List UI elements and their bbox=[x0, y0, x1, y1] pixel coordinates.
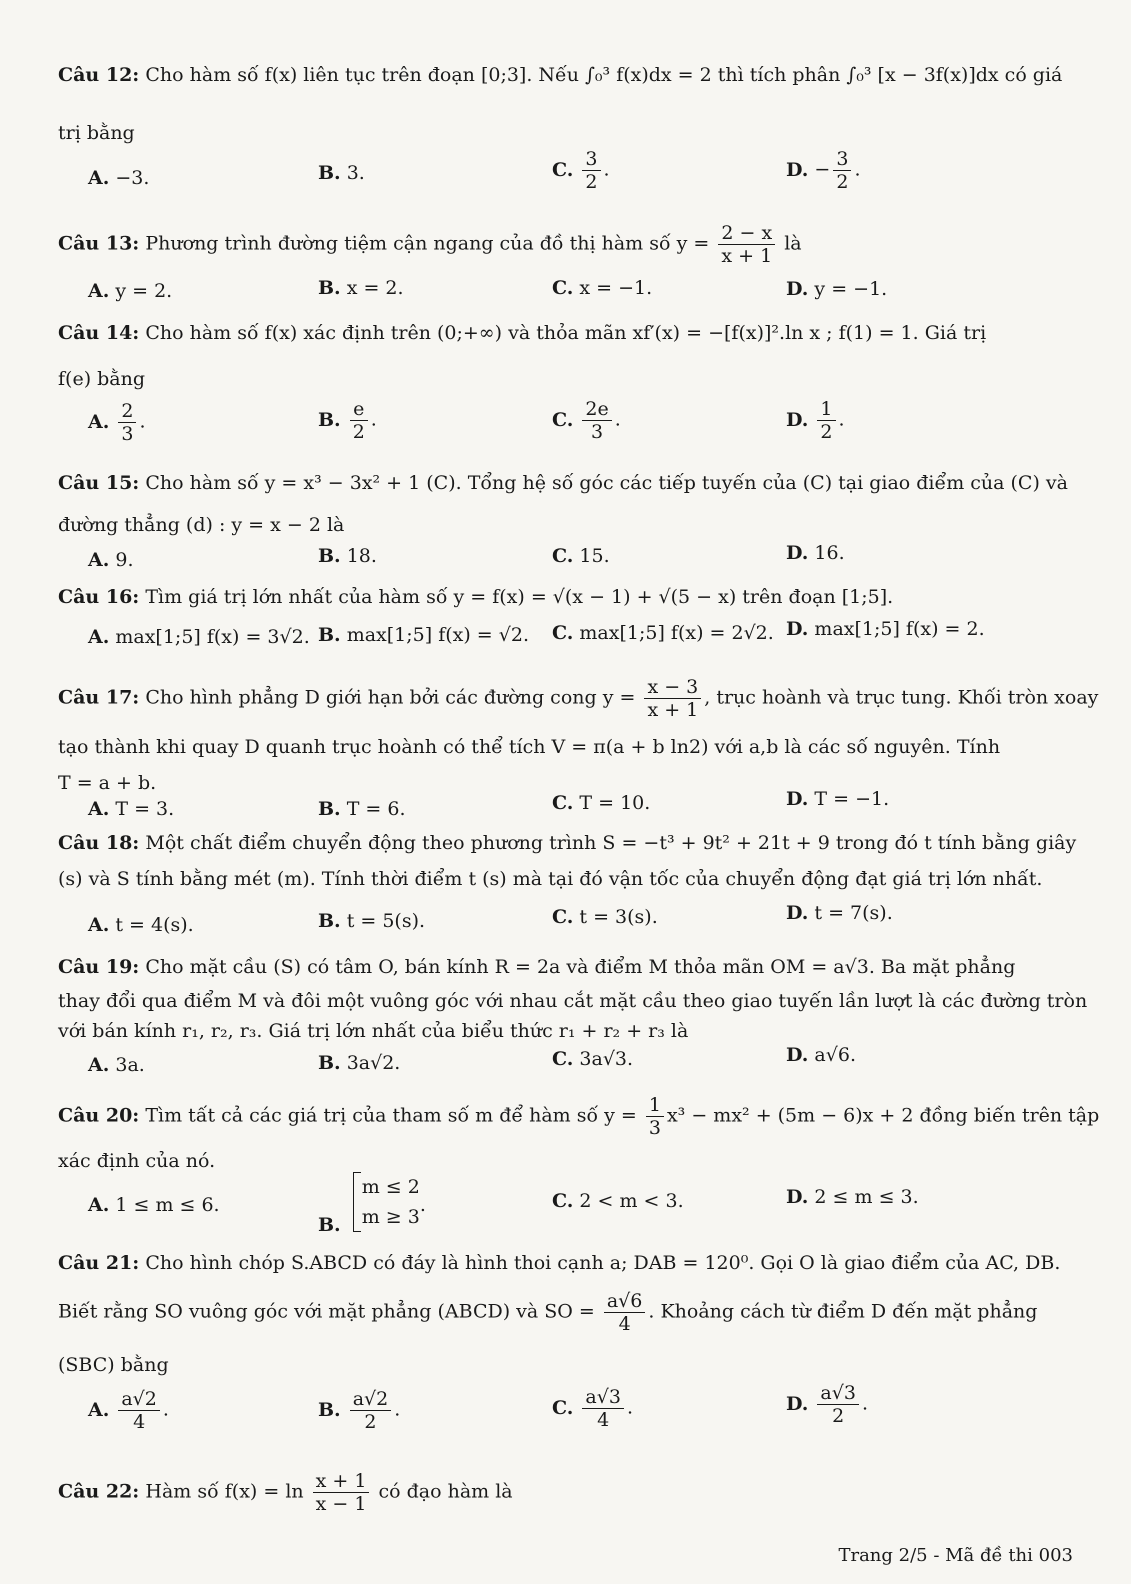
page-footer: Trang 2/5 - Mã đề thi 003 bbox=[838, 1545, 1073, 1566]
option-letter: C. bbox=[552, 158, 574, 181]
q19-option-d bbox=[786, 1042, 856, 1068]
option-letter: C. bbox=[552, 1396, 574, 1419]
system-top: m ≤ 2 bbox=[361, 1176, 420, 1198]
option-letter: B. bbox=[318, 1214, 341, 1236]
option-letter: B. bbox=[318, 910, 341, 932]
fraction bbox=[582, 398, 611, 443]
question-20-line-2: xác định của nó. bbox=[58, 1150, 216, 1172]
option-letter: A. bbox=[88, 1194, 110, 1216]
option-letter: B. bbox=[318, 277, 341, 299]
stem-text: Một chất điểm chuyển động theo phương trình S = −t³ + 9t² + 21t + 9 trong đó t tính bằng giây bbox=[145, 832, 1077, 854]
option-text: 2 ≤ m ≤ 3. bbox=[814, 1186, 919, 1208]
stem-text: có đạo hàm là bbox=[372, 1480, 513, 1503]
fraction bbox=[817, 1382, 859, 1427]
stem-text: Tìm tất cả các giá trị của tham số m để hàm số y = bbox=[145, 1104, 643, 1127]
fraction bbox=[350, 1388, 392, 1433]
q13-option-c bbox=[552, 275, 652, 301]
fraction bbox=[604, 1290, 646, 1335]
q13-option-a bbox=[88, 278, 172, 304]
fraction bbox=[718, 222, 775, 267]
option-letter: D. bbox=[786, 278, 809, 300]
q15-option-c bbox=[552, 543, 610, 569]
stem-text: Cho hàm số f(x) xác định trên (0;+∞) và thỏa mãn xf′(x) = −[f(x)]².ln x ; f(1) = 1. Giá trị bbox=[145, 322, 987, 344]
question-20-label: Câu 20: bbox=[58, 1104, 140, 1127]
option-text: t = 5(s). bbox=[346, 910, 426, 932]
q19-option-b bbox=[318, 1050, 400, 1076]
option-text: −3. bbox=[115, 167, 150, 189]
option-letter: D. bbox=[786, 408, 809, 431]
option-prefix: − bbox=[814, 158, 831, 181]
option-text: 2 < m < 3. bbox=[579, 1190, 684, 1212]
option-text: 18. bbox=[346, 545, 377, 567]
question-13-label: Câu 13: bbox=[58, 232, 140, 255]
option-text: y = 2. bbox=[115, 280, 173, 302]
q20-option-c bbox=[552, 1188, 684, 1214]
question-16-line-1 bbox=[58, 584, 893, 610]
denominator: 2 bbox=[836, 171, 849, 193]
numerator: a√2 bbox=[118, 1388, 160, 1411]
option-text: a√6. bbox=[814, 1044, 856, 1066]
stem-text: x³ − mx² + (5m − 6)x + 2 đồng biến trên tập bbox=[666, 1104, 1100, 1127]
stem-text: Cho hình chóp S.ABCD có đáy là hình thoi cạnh a; DAB = 120⁰. Gọi O là giao điểm của AC, DB. bbox=[145, 1252, 1061, 1274]
question-15-line-2: đường thẳng (d) : y = x − 2 là bbox=[58, 514, 345, 536]
q16-option-a bbox=[88, 624, 310, 650]
question-20-line-1 bbox=[58, 1094, 1099, 1139]
option-suffix: . bbox=[370, 408, 377, 431]
numerator: a√3 bbox=[582, 1386, 624, 1409]
numerator: a√6 bbox=[604, 1290, 646, 1313]
q18-option-a bbox=[88, 912, 194, 938]
question-19-line-1 bbox=[58, 954, 1015, 980]
fraction bbox=[350, 398, 368, 443]
stem-text: Cho hàm số y = x³ − 3x² + 1 (C). Tổng hệ số góc các tiếp tuyến của (C) tại giao điểm của (C) và bbox=[145, 472, 1068, 494]
option-text: 3a√3. bbox=[579, 1048, 634, 1070]
q20-option-b bbox=[318, 1172, 426, 1236]
numerator: x + 1 bbox=[313, 1470, 370, 1493]
option-text: 1 ≤ m ≤ 6. bbox=[115, 1194, 220, 1216]
question-14-label: Câu 14: bbox=[58, 322, 140, 344]
fraction bbox=[833, 148, 851, 193]
denominator: 3 bbox=[591, 421, 604, 443]
question-17-line-3: T = a + b. bbox=[58, 772, 157, 794]
q14-option-c bbox=[552, 398, 621, 443]
option-text: 16. bbox=[814, 542, 845, 564]
option-text: 3a. bbox=[115, 1054, 145, 1076]
q19-option-a bbox=[88, 1052, 145, 1078]
numerator: a√2 bbox=[350, 1388, 392, 1411]
q17-option-b bbox=[318, 796, 406, 822]
question-18-label: Câu 18: bbox=[58, 832, 140, 854]
option-system-bracket bbox=[353, 1172, 420, 1232]
question-21-line-2 bbox=[58, 1290, 1037, 1335]
question-19-line-3: với bán kính r₁, r₂, r₃. Giá trị lớn nhất của biểu thức r₁ + r₂ + r₃ là bbox=[58, 1020, 689, 1042]
option-letter: A. bbox=[88, 549, 110, 571]
numerator: 2 bbox=[118, 400, 136, 423]
option-suffix: . bbox=[419, 1194, 426, 1216]
option-letter: B. bbox=[318, 545, 341, 567]
q17-option-a bbox=[88, 796, 174, 822]
q12-option-b bbox=[318, 160, 365, 186]
q14-option-d bbox=[786, 398, 845, 443]
bracket-top bbox=[354, 1172, 361, 1173]
option-letter: D. bbox=[786, 618, 809, 640]
fraction bbox=[118, 1388, 160, 1433]
option-letter: C. bbox=[552, 622, 574, 644]
q18-option-d bbox=[786, 900, 893, 926]
stem-text: Phương trình đường tiệm cận ngang của đồ thị hàm số y = bbox=[145, 232, 716, 255]
q21-option-c bbox=[552, 1386, 633, 1431]
bracket-bottom bbox=[354, 1231, 361, 1232]
stem-text: Hàm số f(x) = ln bbox=[145, 1480, 310, 1503]
option-letter: C. bbox=[552, 1048, 574, 1070]
option-text: 9. bbox=[115, 549, 134, 571]
option-letter: C. bbox=[552, 792, 574, 814]
fraction bbox=[313, 1470, 370, 1515]
q16-option-c bbox=[552, 620, 774, 646]
question-15-line-1 bbox=[58, 470, 1068, 496]
option-text: x = −1. bbox=[579, 277, 653, 299]
option-letter: D. bbox=[786, 1392, 809, 1415]
denominator: 4 bbox=[618, 1313, 631, 1335]
option-letter: D. bbox=[786, 902, 809, 924]
option-letter: B. bbox=[318, 798, 341, 820]
q14-option-b bbox=[318, 398, 377, 443]
option-letter: A. bbox=[88, 1398, 110, 1421]
q12-option-d bbox=[786, 148, 860, 193]
q19-option-c bbox=[552, 1046, 633, 1072]
q16-option-b bbox=[318, 622, 529, 648]
option-text: max[1;5] f(x) = 3√2. bbox=[115, 626, 310, 648]
option-text: t = 4(s). bbox=[115, 914, 194, 936]
numerator: x − 3 bbox=[644, 676, 701, 699]
question-12-line-2: trị bằng bbox=[58, 122, 135, 144]
q21-option-d bbox=[786, 1382, 868, 1427]
fraction bbox=[646, 1094, 664, 1139]
option-suffix: . bbox=[861, 1392, 868, 1415]
system-bottom: m ≥ 3 bbox=[361, 1206, 420, 1228]
question-16-label: Câu 16: bbox=[58, 586, 140, 608]
q15-option-a bbox=[88, 547, 134, 573]
option-letter: B. bbox=[318, 162, 341, 184]
question-21-line-1 bbox=[58, 1250, 1060, 1276]
question-21-label: Câu 21: bbox=[58, 1252, 140, 1274]
q15-option-d bbox=[786, 540, 845, 566]
question-18-line-1 bbox=[58, 830, 1076, 856]
numerator: 3 bbox=[582, 148, 600, 171]
q20-option-a bbox=[88, 1192, 220, 1218]
numerator: 1 bbox=[817, 398, 835, 421]
denominator: x + 1 bbox=[721, 245, 773, 267]
numerator: e bbox=[350, 398, 368, 421]
denominator: 3 bbox=[121, 423, 134, 445]
option-letter: A. bbox=[88, 914, 110, 936]
question-22-label: Câu 22: bbox=[58, 1480, 140, 1503]
option-suffix: . bbox=[626, 1396, 633, 1419]
question-14-line-2: f(e) bằng bbox=[58, 368, 146, 390]
option-text: T = 10. bbox=[579, 792, 651, 814]
q21-option-b bbox=[318, 1388, 400, 1433]
option-suffix: . bbox=[854, 158, 861, 181]
option-suffix: . bbox=[614, 408, 621, 431]
stem-text: , trục hoành và trục tung. Khối tròn xoay bbox=[704, 686, 1099, 709]
option-letter: A. bbox=[88, 167, 110, 189]
q13-option-b bbox=[318, 275, 404, 301]
option-text: y = −1. bbox=[814, 278, 888, 300]
question-14-line-1 bbox=[58, 320, 986, 346]
option-suffix: . bbox=[603, 158, 610, 181]
q17-option-c bbox=[552, 790, 650, 816]
option-text: max[1;5] f(x) = 2. bbox=[814, 618, 985, 640]
q14-option-a bbox=[88, 400, 146, 445]
option-letter: C. bbox=[552, 1190, 574, 1212]
option-letter: A. bbox=[88, 1054, 110, 1076]
numerator: a√3 bbox=[817, 1382, 859, 1405]
option-text: t = 3(s). bbox=[579, 906, 658, 928]
stem-text: là bbox=[778, 232, 802, 255]
question-12-line-1 bbox=[58, 62, 1062, 88]
fraction bbox=[582, 148, 600, 193]
option-letter: D. bbox=[786, 1186, 809, 1208]
fraction bbox=[817, 398, 835, 443]
option-text: T = 3. bbox=[115, 798, 175, 820]
option-text: T = 6. bbox=[346, 798, 406, 820]
denominator: x + 1 bbox=[647, 699, 699, 721]
option-letter: C. bbox=[552, 906, 574, 928]
numerator: 2e bbox=[582, 398, 611, 421]
question-19-line-2: thay đổi qua điểm M và đôi một vuông góc với nhau cắt mặt cầu theo giao tuyến lần lượt là các đường tròn bbox=[58, 990, 1088, 1012]
option-text: max[1;5] f(x) = √2. bbox=[346, 624, 529, 646]
question-22-line-1 bbox=[58, 1470, 513, 1515]
question-17-line-2: tạo thành khi quay D quanh trục hoành có thể tích V = π(a + b ln2) với a,b là các số nguyên. Tính bbox=[58, 736, 1001, 758]
option-text: max[1;5] f(x) = 2√2. bbox=[579, 622, 774, 644]
q18-option-c bbox=[552, 904, 658, 930]
option-text: x = 2. bbox=[346, 277, 404, 299]
denominator: 4 bbox=[597, 1409, 610, 1431]
numerator: 1 bbox=[646, 1094, 664, 1117]
stem-text: Cho hình phẳng D giới hạn bởi các đường cong y = bbox=[145, 686, 642, 709]
numerator: 2 − x bbox=[718, 222, 775, 245]
stem-text: Biết rằng SO vuông góc với mặt phẳng (ABCD) và SO = bbox=[58, 1300, 601, 1323]
q18-option-b bbox=[318, 908, 425, 934]
q15-option-b bbox=[318, 543, 377, 569]
q17-option-d bbox=[786, 786, 889, 812]
option-letter: D. bbox=[786, 158, 809, 181]
q20-option-d bbox=[786, 1184, 919, 1210]
option-text: 3. bbox=[346, 162, 365, 184]
question-12-label: Câu 12: bbox=[58, 64, 140, 86]
option-letter: B. bbox=[318, 408, 341, 431]
option-letter: B. bbox=[318, 1398, 341, 1421]
option-letter: A. bbox=[88, 626, 110, 648]
question-13-line-1 bbox=[58, 222, 802, 267]
option-suffix: . bbox=[394, 1398, 401, 1421]
denominator: 2 bbox=[585, 171, 598, 193]
option-letter: C. bbox=[552, 545, 574, 567]
option-letter: C. bbox=[552, 408, 574, 431]
question-17-line-1 bbox=[58, 676, 1098, 721]
denominator: 2 bbox=[832, 1405, 845, 1427]
fraction bbox=[582, 1386, 624, 1431]
numerator: 3 bbox=[833, 148, 851, 171]
fraction bbox=[644, 676, 701, 721]
option-text: 15. bbox=[579, 545, 610, 567]
option-letter: A. bbox=[88, 410, 110, 433]
option-letter: B. bbox=[318, 1052, 341, 1074]
q13-option-d bbox=[786, 276, 887, 302]
question-18-line-2: (s) và S tính bằng mét (m). Tính thời điểm t (s) mà tại đó vận tốc của chuyển động đạt giá trị lớn nhất. bbox=[58, 868, 1043, 890]
option-text: T = −1. bbox=[814, 788, 890, 810]
denominator: 2 bbox=[364, 1411, 377, 1433]
option-suffix: . bbox=[838, 408, 845, 431]
q12-option-a bbox=[88, 165, 149, 191]
option-letter: D. bbox=[786, 542, 809, 564]
question-17-label: Câu 17: bbox=[58, 686, 140, 709]
denominator: 4 bbox=[133, 1411, 146, 1433]
denominator: 2 bbox=[820, 421, 833, 443]
stem-text: Cho mặt cầu (S) có tâm O, bán kính R = 2a và điểm M thỏa mãn OM = a√3. Ba mặt phẳng bbox=[145, 956, 1016, 978]
fraction bbox=[118, 400, 136, 445]
q12-option-c bbox=[552, 148, 610, 193]
option-text: 3a√2. bbox=[346, 1052, 401, 1074]
option-suffix: . bbox=[139, 410, 146, 433]
denominator: x − 1 bbox=[315, 1493, 367, 1515]
denominator: 3 bbox=[648, 1117, 661, 1139]
option-letter: D. bbox=[786, 788, 809, 810]
question-12-stem: Cho hàm số f(x) liên tục trên đoạn [0;3]. Nếu ∫₀³ f(x)dx = 2 thì tích phân ∫₀³ [x − 3f(x)]dx có giá bbox=[145, 64, 1063, 86]
option-letter: C. bbox=[552, 277, 574, 299]
option-text: t = 7(s). bbox=[814, 902, 893, 924]
option-letter: B. bbox=[318, 624, 341, 646]
q21-option-a bbox=[88, 1388, 169, 1433]
stem-text: . Khoảng cách từ điểm D đến mặt phẳng bbox=[648, 1300, 1038, 1323]
question-15-label: Câu 15: bbox=[58, 472, 140, 494]
q16-option-d bbox=[786, 616, 985, 642]
option-suffix: . bbox=[162, 1398, 169, 1421]
question-19-label: Câu 19: bbox=[58, 956, 140, 978]
option-letter: A. bbox=[88, 280, 110, 302]
stem-text: Tìm giá trị lớn nhất của hàm số y = f(x) = √(x − 1) + √(5 − x) trên đoạn [1;5]. bbox=[145, 586, 894, 608]
option-letter: D. bbox=[786, 1044, 809, 1066]
question-21-line-3: (SBC) bằng bbox=[58, 1354, 169, 1376]
option-letter: A. bbox=[88, 798, 110, 820]
denominator: 2 bbox=[352, 421, 365, 443]
